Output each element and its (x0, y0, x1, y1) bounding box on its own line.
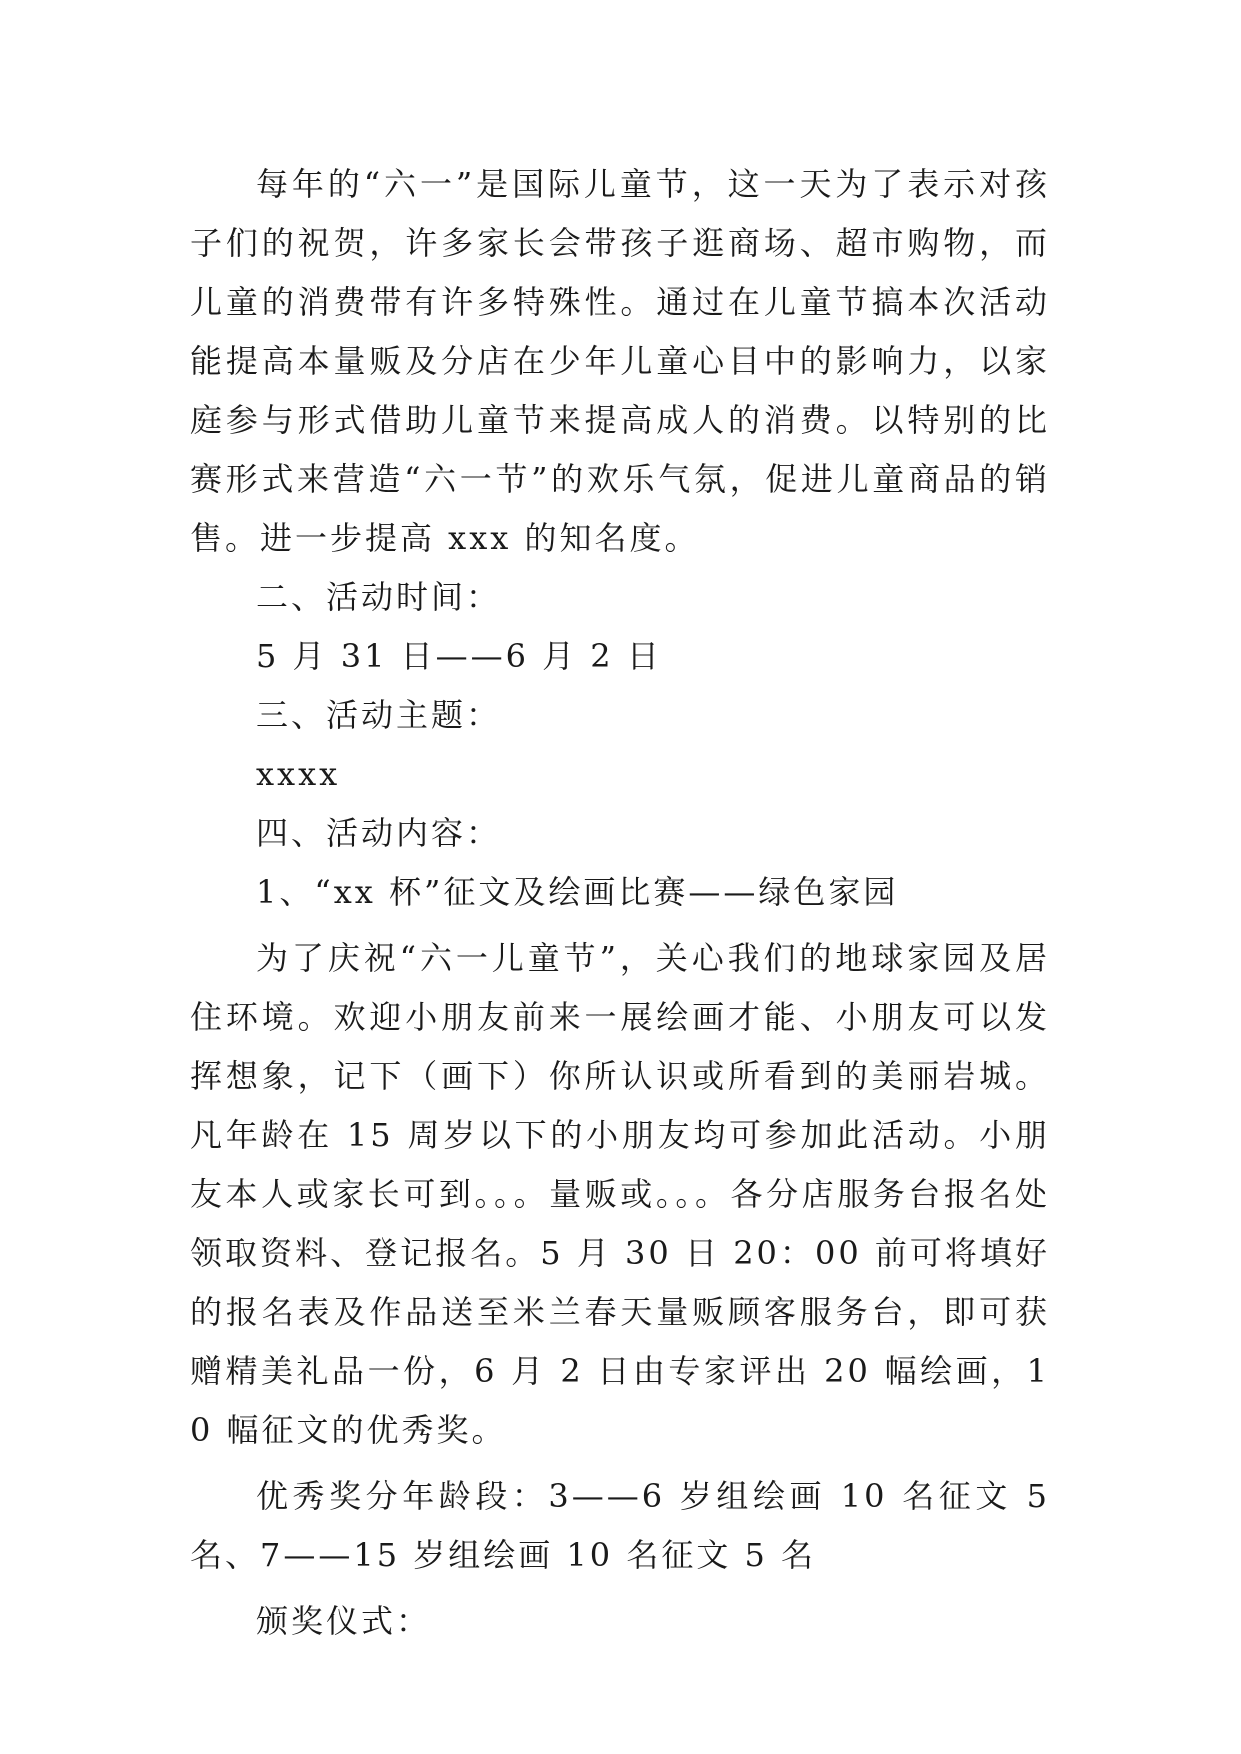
paragraph-spacer (190, 1460, 1050, 1467)
document-page (190, 155, 1050, 1651)
subsection-heading-contest: 1、“xx 杯”征文及绘画比赛——绿色家园 (256, 873, 899, 911)
award-groups-paragraph: 优秀奖分年龄段：3——6 岁组绘画 10 名征文 5 名、7——15 岁组绘画 10 名征文 5 名 (190, 1477, 1050, 1574)
contest-description-paragraph: 为了庆祝“六一儿童节”，关心我们的地球家园及居住环境。欢迎小朋友前来一展绘画才能、小朋友可以发挥想象，记下（画下）你所认识或所看到的美丽岩城。凡年龄在 15 周岁以下的小朋友均可参加此活动。小朋友本人或家长可到。。。量贩或。。。各分店服务台报名处领取资料、登记报名。5 月 30 日 20：00 前可将填好的报名表及作品送至米兰春天量贩顾客服务台，即可获赠精美礼品一份，6 月 2 日由专家评出 20 幅绘画，10 幅征文的优秀奖。 (190, 939, 1050, 1449)
intro-paragraph: 每年的“六一”是国际儿童节，这一天为了表示对孩子们的祝贺，许多家长会带孩子逛商场、超市购物，而儿童的消费带有许多特殊性。通过在儿童节搞本次活动能提高本量贩及分店在少年儿童心目中的影响力，以家庭参与形式借助儿童节来提高成人的消费。以特别的比赛形式来营造“六一节”的欢乐气氛，促进儿童商品的销售。进一步提高 xxx 的知名度。 (190, 165, 1050, 557)
paragraph-spacer (190, 1585, 1050, 1592)
award-ceremony-heading: 颁奖仪式： (256, 1602, 432, 1640)
activity-time-value: 5 月 31 日——6 月 2 日 (256, 637, 662, 675)
activity-theme-value: xxxx (256, 755, 341, 793)
section-heading-activity-content: 四、活动内容： (256, 814, 502, 852)
paragraph-spacer (190, 922, 1050, 929)
section-heading-activity-time: 二、活动时间： (256, 578, 502, 616)
section-heading-activity-theme: 三、活动主题： (256, 696, 502, 734)
